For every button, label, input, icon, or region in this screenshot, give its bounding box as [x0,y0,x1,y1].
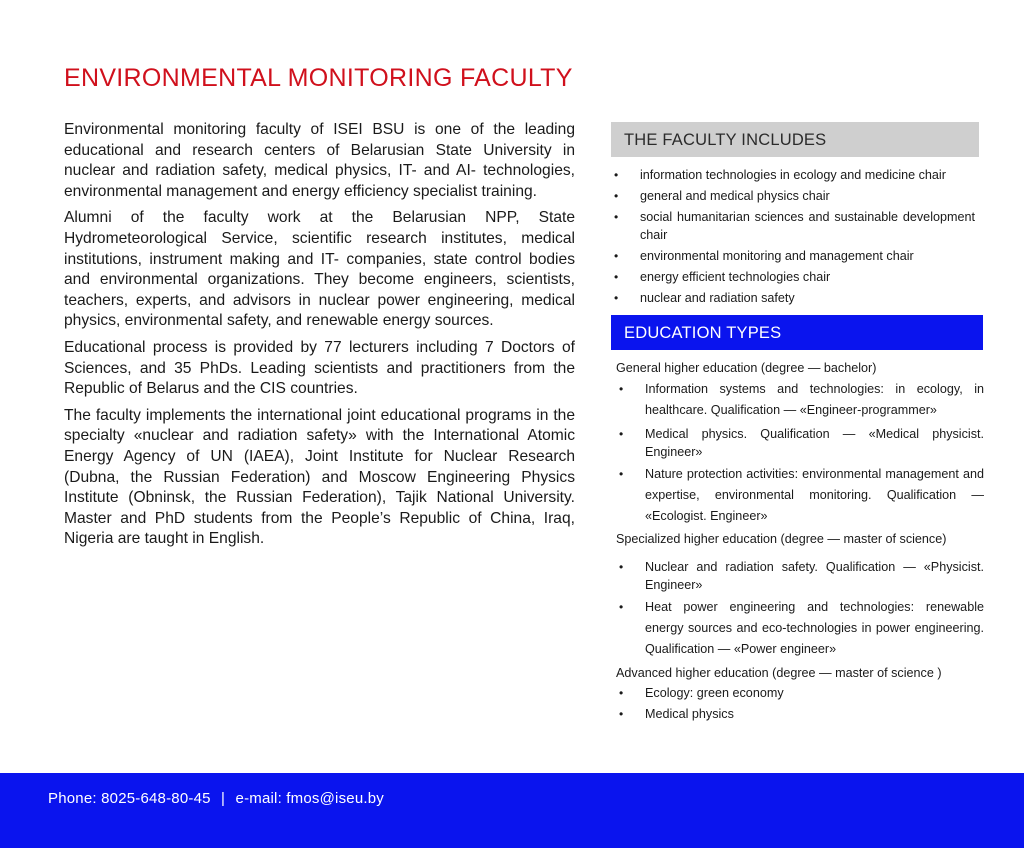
education-types-heading: EDUCATION TYPES [611,315,983,350]
list-item: • social humanitarian sciences and sustainable development chair [611,208,975,244]
page-title: ENVIRONMENTAL MONITORING FACULTY [64,64,573,92]
contact-footer [0,773,1024,848]
intro-paragraph: The faculty implements the international joint educational programs in the specialty «nuclear and radiation safety» with the International Atomic Energy Agency of UN (IAEA), Joint Institute for Nuclear Research (Dubna, the Russian Federation) and Moscow Engineering Physics Institute (Obninsk, the Russian Federation), Tajik National University. Master and PhD students from the People’s Republic of China, Iraq, Nigeria are taught in English. [64,406,575,548]
list-item: • Nature protection activities: environmental management and expertise, environmental monitoring. Qualification — «Ecologist. Engineer» [616,464,984,527]
contact-info [48,790,384,807]
education-level-general: General higher education (degree — bachelor) [616,361,877,375]
list-item: • Heat power engineering and technologies: renewable energy sources and eco-technologies in power engineering. Qualification — «Power engineer» [616,597,984,660]
general-programs-list [616,379,984,527]
sidebar [611,122,983,726]
advanced-programs-list [616,684,984,723]
contact-separator: | [221,790,226,807]
list-item: • Nuclear and radiation safety. Qualification — «Physicist. Engineer» [616,558,984,594]
list-item: • Medical physics [616,705,984,723]
list-item: • Ecology: green economy [616,684,984,702]
intro-paragraph: Environmental monitoring faculty of ISEI BSU is one of the leading educational and research centers of Belarusian State University in nuclear and radiation safety, medical physics, IT- and AI- technologies, environmental management and energy efficiency specialist training. [64,121,575,200]
list-item: • Information systems and technologies: in ecology, in healthcare. Qualification — «Engineer-programmer» [616,379,984,421]
faculty-includes-list [611,166,975,307]
intro-paragraph: Alumni of the faculty work at the Belarusian NPP, State Hydrometeorological Service, scientific research institutes, medical institutions, instrument making and IT- companies, state control bodies and environmental organizations. They become engineers, scientists, teachers, experts, and advisors in nuclear power engineering, medical physics, environmental safety, and renewable energy sources. [64,209,575,330]
intro-text [64,120,575,556]
faculty-includes-heading: THE FACULTY INCLUDES [611,122,979,157]
intro-paragraph: Educational process is provided by 77 lecturers including 7 Doctors of Sciences, and 35 PhDs. Leading scientists and practitioners from the Republic of Belarus and the CIS countries. [64,338,575,398]
list-item: • Medical physics. Qualification — «Medical physicist. Engineer» [616,425,984,461]
education-level-advanced: Advanced higher education (degree — master of science ) [616,666,942,680]
phone-number: Phone: 8025-648-80-45 [48,790,211,807]
education-level-specialized: Specialized higher education (degree — master of science) [616,532,947,546]
list-item: • information technologies in ecology and medicine chair [611,166,975,184]
education-types [611,359,984,723]
specialized-programs-list [616,558,984,660]
email-address: e-mail: fmos@iseu.by [235,790,384,807]
list-item: • energy efficient technologies chair [611,268,975,286]
list-item: • nuclear and radiation safety [611,289,975,307]
list-item: • environmental monitoring and management chair [611,247,975,265]
list-item: • general and medical physics chair [611,187,975,205]
